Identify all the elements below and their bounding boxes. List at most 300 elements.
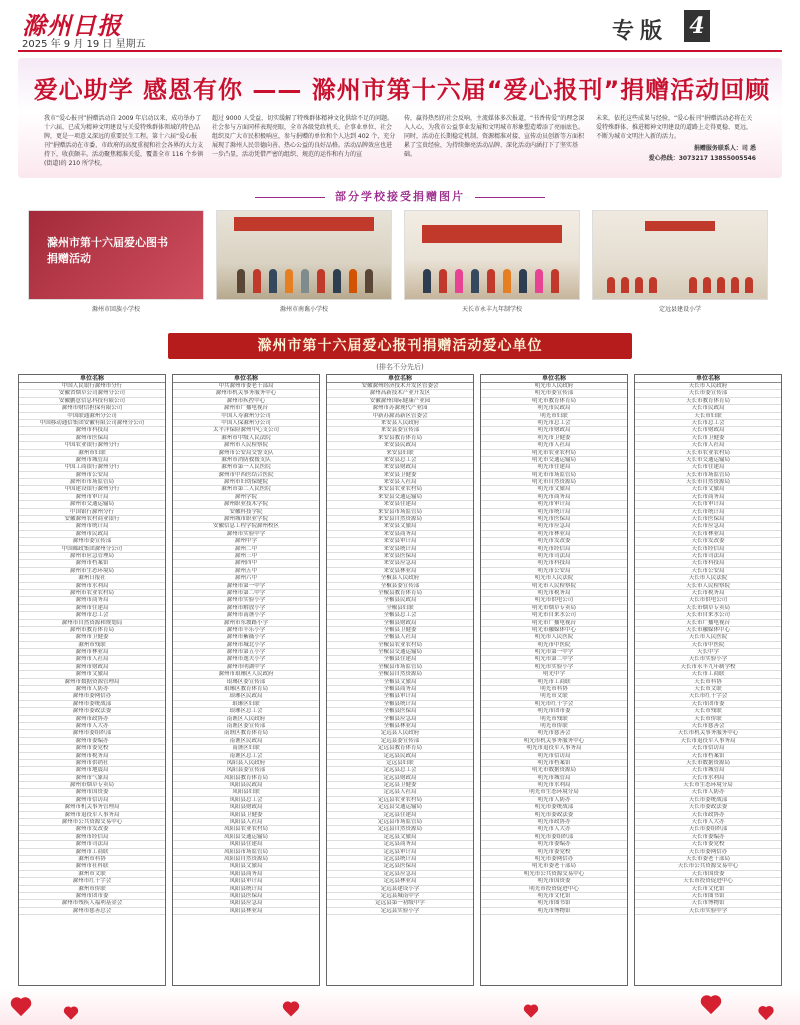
donor-entry: 天长市中医院 xyxy=(635,642,781,649)
heading-rule-left xyxy=(255,197,325,198)
donor-entry: 安徽滁州农村商业银行 xyxy=(19,516,165,523)
donor-entry: 中国银行滁州分行 xyxy=(19,509,165,516)
donor-entry: 明光市委宣传部 xyxy=(481,390,627,397)
donor-entry: 明光市文旅局 xyxy=(481,486,627,493)
donor-entry: 滁州市第一中学 xyxy=(173,583,319,590)
donor-entry: 明光市档案馆 xyxy=(481,760,627,767)
donor-entry: 滁州市人社局 xyxy=(19,656,165,663)
donor-entry: 定远县农业农村局 xyxy=(327,797,473,804)
donor-entry: 中国工商银行滁州分行 xyxy=(19,464,165,471)
donor-entry: 滁州市紫薇小学 xyxy=(173,634,319,641)
person-figure xyxy=(703,277,711,293)
donor-entry: 明光市审计局 xyxy=(481,501,627,508)
donor-entry: 天长市实验中学 xyxy=(635,908,781,915)
person-figure xyxy=(689,277,697,293)
donor-entry: 天长市审计局 xyxy=(635,501,781,508)
donor-column-header: 单位名称 xyxy=(173,375,319,383)
person-figure xyxy=(551,269,559,293)
donor-entry: 定远县第一初级中学 xyxy=(327,900,473,907)
heading-rule-right xyxy=(475,197,545,198)
donor-entry: 天长市广播电视台 xyxy=(635,620,781,627)
donor-entry: 明光市人民检察院 xyxy=(481,583,627,590)
person-figure xyxy=(269,269,277,293)
donor-entry: 滁州市公共资源交易中心 xyxy=(19,819,165,826)
donor-entry: 天长市司法局 xyxy=(635,553,781,560)
donor-entry: 来安县统计局 xyxy=(327,546,473,553)
donor-entry: 滁州市侨联 xyxy=(19,886,165,893)
slide-text xyxy=(47,235,168,267)
person-figure xyxy=(349,269,357,293)
donor-entry: 凤阳县应急局 xyxy=(173,900,319,907)
donor-entry: 中国人保滁州分公司 xyxy=(173,420,319,427)
donor-entry: 太平洋保险滁州中心支公司 xyxy=(173,427,319,434)
donor-entry: 明光市林业局 xyxy=(481,531,627,538)
donor-entry: 明光市城管局 xyxy=(481,775,627,782)
donor-entry: 天长市城管局 xyxy=(635,767,781,774)
donor-entry: 中国人民银行滁州市分行 xyxy=(19,383,165,390)
donor-entry: 明光市科协 xyxy=(481,686,627,693)
donor-entry: 天长市委编办 xyxy=(635,834,781,841)
donor-entry: 全椒县民政局 xyxy=(327,597,473,604)
donor-entry: 滁州三中 xyxy=(173,553,319,560)
person-figure xyxy=(455,269,463,293)
donor-entry: 滁州市委统战部 xyxy=(19,701,165,708)
donor-entry: 天长中学 xyxy=(635,649,781,656)
donor-entry: 天长市自然资源局 xyxy=(635,479,781,486)
donor-entry: 滁州市委网信办 xyxy=(19,693,165,700)
donor-entry: 天长市发改委 xyxy=(635,538,781,545)
feature-column-2: 超过 9000 人受益，切实缓解了特殊群体精神文化供给不足的问题。社会参与方面同样表现亮眼，全市各级党政机关、企事业单位、社会组织及广大市民积极响应，参与捐赠的单位和个人达到 402 个，充分展现了滁州人民崇德向善、热心公益的良好品格。活动品牌效应也进一步凸显，活动凭借严密的组织、规范的运作和有力的宣 xyxy=(212,115,396,158)
donor-entry: 滁州市教育体育局 xyxy=(19,627,165,634)
donor-entry: 定远县交通运输局 xyxy=(327,804,473,811)
donor-entry: 天长市投资促进中心 xyxy=(635,878,781,885)
donor-entry: 定远县实验小学 xyxy=(327,908,473,915)
person-figure xyxy=(635,277,643,293)
person-figure xyxy=(471,269,479,293)
donor-entry: 明光市图书馆 xyxy=(481,900,627,907)
donor-entry: 天长市档案馆 xyxy=(635,753,781,760)
donor-entry: 滁州职业技术学院 xyxy=(173,501,319,508)
donor-entry: 滁州市公安局 xyxy=(19,472,165,479)
donor-entry: 天长市人防办 xyxy=(635,789,781,796)
donor-entry: 来安县市场监管局 xyxy=(327,509,473,516)
donor-entry: 安徽滁州经济技术开发区管委会 xyxy=(327,383,473,390)
photo-caption: 天长市永丰九年制学校 xyxy=(461,306,522,313)
donor-entry: 明光市委党校 xyxy=(481,849,627,856)
donor-entry: 来安县审计局 xyxy=(327,538,473,545)
donor-entry: 天长市数据资源局 xyxy=(635,760,781,767)
donor-entry: 滁州市烟草专卖局 xyxy=(19,782,165,789)
donor-entry: 明光市侨联 xyxy=(481,723,627,730)
donor-entry: 天长市公安局 xyxy=(635,568,781,575)
donor-entry: 定远县应急局 xyxy=(327,871,473,878)
donor-entry: 滁州市总工会 xyxy=(19,612,165,619)
donor-entry: 明光市人民政府 xyxy=(481,383,627,390)
donor-entry: 滁州市退役军人事务局 xyxy=(19,812,165,819)
feature-body xyxy=(44,114,756,174)
donor-entry: 天长市委统战部 xyxy=(635,797,781,804)
donor-entry: 天长市经信局 xyxy=(635,546,781,553)
page-number: 4 xyxy=(684,10,710,42)
donor-entry: 滁州市民政局 xyxy=(19,531,165,538)
donor-entry: 来安县教育体育局 xyxy=(327,435,473,442)
donor-entry: 滁州市慈善总会 xyxy=(19,908,165,915)
donor-entry: 天长市生态环境分局 xyxy=(635,782,781,789)
donor-entry: 天长市慈善会 xyxy=(635,723,781,730)
donor-entry: 天长市财政局 xyxy=(635,427,781,434)
donor-entry: 南谯区妇联 xyxy=(173,745,319,752)
donor-entry: 天长市供电公司 xyxy=(635,597,781,604)
heart-icon xyxy=(282,1002,300,1018)
donor-entry: 琅琊区妇联 xyxy=(173,701,319,708)
donor-entry: 来安县自然资源局 xyxy=(327,516,473,523)
donor-entry: 凤阳县市场监管局 xyxy=(173,849,319,856)
donor-entry: 滁州市第一人民医院 xyxy=(173,464,319,471)
donor-entry: 南谯区委宣传部 xyxy=(173,723,319,730)
event-banner xyxy=(422,225,561,243)
donor-entry: 全椒县统计局 xyxy=(327,701,473,708)
donor-entry: 滁州市税务局 xyxy=(19,753,165,760)
donor-entry: 来安县卫健委 xyxy=(327,472,473,479)
donor-entry: 天长市市场监管局 xyxy=(635,472,781,479)
donor-entry: 滁州市明湖中学 xyxy=(173,664,319,671)
donor-entry: 天长市文化馆 xyxy=(635,886,781,893)
donor-entry: 天长市国资委 xyxy=(635,871,781,878)
donor-entry: 全椒县文旅局 xyxy=(327,679,473,686)
donor-entry: 明光市广播电视台 xyxy=(481,620,627,627)
donor-entry: 滁州四中 xyxy=(173,560,319,567)
donor-entry: 明光市卫健委 xyxy=(481,435,627,442)
donor-entry: 滁州市发改委 xyxy=(19,826,165,833)
donor-entry: 明光市慈善会 xyxy=(481,730,627,737)
donor-entry: 滁州市公安局交警支队 xyxy=(173,450,319,457)
donor-entry: 凤阳县统计局 xyxy=(173,886,319,893)
donor-entry: 天长市医保局 xyxy=(635,516,781,523)
masthead-rule xyxy=(18,50,782,52)
donor-entry: 天长市住建局 xyxy=(635,464,781,471)
donor-entry: 滁州市广播电视台 xyxy=(173,405,319,412)
slide-line-2: 捐赠活动 xyxy=(47,252,91,265)
donor-entry: 明光市科技局 xyxy=(481,560,627,567)
donor-entry: 明光市投资促进中心 xyxy=(481,886,627,893)
donor-entry: 滁州市委宣传部 xyxy=(19,538,165,545)
photo-gallery-heading-text: 部分学校接受捐赠图片 xyxy=(335,190,465,203)
donor-entry: 定远县教育体育局 xyxy=(327,745,473,752)
donor-entry: 来安县财政局 xyxy=(327,464,473,471)
donor-entry: 天长市侨联 xyxy=(635,716,781,723)
donor-entry: 全椒县住建局 xyxy=(327,656,473,663)
donor-entry: 明光市中医院 xyxy=(481,642,627,649)
donor-entry: 全椒县应急局 xyxy=(327,716,473,723)
donor-entry: 明光市国资委 xyxy=(481,878,627,885)
donor-entry: 滁州中学 xyxy=(173,538,319,545)
donor-entry: 明光市烟草专卖局 xyxy=(481,605,627,612)
donor-entry: 明光市公安局 xyxy=(481,568,627,575)
person-figure xyxy=(519,269,527,293)
donor-entry: 滁州市南谯小学 xyxy=(173,612,319,619)
heart-icon xyxy=(700,996,722,1016)
donor-entry: 明光市财政局 xyxy=(481,427,627,434)
photo-stage-group xyxy=(216,210,392,300)
donor-entry: 明光市市场监管局 xyxy=(481,472,627,479)
donor-entry: 定远县医保局 xyxy=(327,863,473,870)
donor-entry: 滁州市自然资源和规划局 xyxy=(19,620,165,627)
donor-entry: 明光市自然资源局 xyxy=(481,479,627,486)
donor-entry: 滁州城市职业学院 xyxy=(173,516,319,523)
person-figure xyxy=(333,269,341,293)
donor-entry: 凤阳县商务局 xyxy=(173,871,319,878)
donor-entry: 滁州市残疾人福利基金会 xyxy=(19,900,165,907)
donor-entry: 明光市信访局 xyxy=(481,753,627,760)
donor-entry: 明光市司法局 xyxy=(481,553,627,560)
person-figure xyxy=(621,277,629,293)
donor-entry: 滁州市东坡路小学 xyxy=(173,620,319,627)
donor-entry: 天长市人民医院 xyxy=(635,634,781,641)
donor-entry: 滁州市科协 xyxy=(19,856,165,863)
donor-entry: 定远县财政局 xyxy=(327,775,473,782)
masthead xyxy=(0,0,800,50)
heart-icon xyxy=(63,1007,78,1021)
donor-entry: 南谯区总工会 xyxy=(173,753,319,760)
donor-entry: 滁州市工商联 xyxy=(19,849,165,856)
donor-entry: 天长市人大办 xyxy=(635,819,781,826)
donor-entry: 凤阳县教育体育局 xyxy=(173,775,319,782)
donor-entry: 来安县农业农村局 xyxy=(327,486,473,493)
person-figure xyxy=(649,277,657,293)
donor-entry: 定远县人社局 xyxy=(327,789,473,796)
donor-entry: 滁州市交通运输局 xyxy=(19,501,165,508)
donor-entry: 明光市第一中学 xyxy=(481,649,627,656)
contact-hotline: 爱心热线：3073217 13855005546 xyxy=(648,155,756,162)
donor-entry: 明光市税务局 xyxy=(481,590,627,597)
donor-entry: 全椒县审计局 xyxy=(327,693,473,700)
donor-entry: 明光市人社局 xyxy=(481,442,627,449)
donor-entry: 明光市自来水公司 xyxy=(481,612,627,619)
donor-entry: 滁州市机关事务服务中心 xyxy=(173,390,319,397)
person-figure xyxy=(439,269,447,293)
donor-entry: 滁州市人民检察院 xyxy=(173,442,319,449)
donor-entry: 天长市自来水公司 xyxy=(635,612,781,619)
donor-entry: 凤阳县审计局 xyxy=(173,878,319,885)
donor-entry: 南谯区民政局 xyxy=(173,738,319,745)
donor-entry: 明光市生态环境分局 xyxy=(481,789,627,796)
donor-entry: 滁州市妇联 xyxy=(19,450,165,457)
donor-entry: 滁州市第二中学 xyxy=(173,590,319,597)
donor-entry: 凤阳县农业农村局 xyxy=(173,826,319,833)
donor-entry: 凤阳县委宣传部 xyxy=(173,767,319,774)
donor-entry: 明光中学 xyxy=(481,671,627,678)
donor-entry: 定远县自然资源局 xyxy=(327,826,473,833)
donor-entry: 天长市残联 xyxy=(635,708,781,715)
donor-entry: 中国人寿滁州分公司 xyxy=(173,413,319,420)
donor-entry: 凤阳县文旅局 xyxy=(173,863,319,870)
heart-icon xyxy=(10,998,32,1018)
donor-entry: 定远县卫健委 xyxy=(327,782,473,789)
donor-entry: 滁州市琅琊区人民政府 xyxy=(173,671,319,678)
person-figure xyxy=(423,269,431,293)
person-figure xyxy=(717,277,725,293)
donor-entry: 滁州市国资委 xyxy=(19,789,165,796)
donor-entry: 天长市图书馆 xyxy=(635,893,781,900)
donor-entry: 滁州市财信担保有限公司 xyxy=(19,405,165,412)
donor-column-2 xyxy=(172,374,320,986)
donor-entry: 天长市团市委 xyxy=(635,701,781,708)
donor-entry: 滁州市科技局 xyxy=(19,427,165,434)
donor-entry: 天长市政协办 xyxy=(635,812,781,819)
donor-entry: 明光市文化馆 xyxy=(481,893,627,900)
donor-entry: 天长市总工会 xyxy=(635,420,781,427)
donor-list-title: 滁州市第十六届爱心报刊捐赠活动爱心单位 xyxy=(257,338,543,354)
donor-entry: 中新苏滁高新区管委会 xyxy=(327,413,473,420)
person-figure xyxy=(731,277,739,293)
donor-entry: 南谯区人民政府 xyxy=(173,716,319,723)
donor-entry: 天长市烟草专卖局 xyxy=(635,605,781,612)
donor-entry: 全椒县交通运输局 xyxy=(327,649,473,656)
donor-entry: 滁州市城管局 xyxy=(19,457,165,464)
donor-entry: 明光市人大办 xyxy=(481,826,627,833)
donor-entry: 天长市退役军人事务局 xyxy=(635,738,781,745)
donor-entry: 天长市文旅局 xyxy=(635,486,781,493)
donor-entry: 滁州市委编办 xyxy=(19,738,165,745)
feature-headline: 爱心助学 感恩有你 —— 滁州市第十六届“爱心报刊”捐赠活动回顾 xyxy=(33,76,771,104)
donor-entry: 天长市人民法院 xyxy=(635,575,781,582)
donor-entry: 滁州市机关事务管理局 xyxy=(19,804,165,811)
donor-entry: 全椒县自然资源局 xyxy=(327,671,473,678)
donor-entry: 滁州市中级人民法院 xyxy=(173,435,319,442)
donor-entry: 来安县文旅局 xyxy=(327,523,473,530)
donor-entry: 天长市人民检察院 xyxy=(635,583,781,590)
donor-entry: 滁州市统计局 xyxy=(19,523,165,530)
donor-entry: 凤阳县人民政府 xyxy=(173,760,319,767)
donor-entry: 滁州市解放小学 xyxy=(173,605,319,612)
hall-banner xyxy=(645,221,715,231)
photo-ceremony-slide xyxy=(28,210,204,300)
donor-entry: 滁州学院 xyxy=(173,494,319,501)
donor-entry: 定远县妇联 xyxy=(327,760,473,767)
donor-entry: 明光市农业农村局 xyxy=(481,450,627,457)
feature-column-4 xyxy=(596,114,756,174)
donor-entry: 天长市委组织部 xyxy=(635,826,781,833)
donor-entry: 全椒县市场监管局 xyxy=(327,664,473,671)
photo-hall-assembly xyxy=(592,210,768,300)
donor-entry: 凤阳县民政局 xyxy=(173,782,319,789)
donor-entry: 明光市民政局 xyxy=(481,405,627,412)
donor-entry: 天长市实验小学 xyxy=(635,656,781,663)
donor-entry: 滁州市城北小学 xyxy=(173,642,319,649)
donor-entry: 滁州市农业农村局 xyxy=(19,590,165,597)
donor-entry: 滁州市委组织部 xyxy=(19,730,165,737)
person-figure xyxy=(535,269,543,293)
donor-entry: 明光市教育体育局 xyxy=(481,398,627,405)
donor-entry: 琅琊区总工会 xyxy=(173,708,319,715)
donor-entry: 来安县医保局 xyxy=(327,553,473,560)
newspaper-logo: 滁州日报 xyxy=(22,11,122,40)
donor-entry: 中国建设银行滁州分行 xyxy=(19,486,165,493)
donor-entry: 明光市住建局 xyxy=(481,464,627,471)
donor-entry: 明光市博物馆 xyxy=(481,908,627,915)
donor-entry: 明光市文联 xyxy=(481,693,627,700)
donor-entry: 明光市发改委 xyxy=(481,538,627,545)
donor-entry: 明光市数据资源局 xyxy=(481,767,627,774)
donor-entry: 定远县总工会 xyxy=(327,767,473,774)
donor-entry: 滁州市数据资源管理局 xyxy=(19,679,165,686)
donor-entry: 来安县林业局 xyxy=(327,568,473,575)
donor-entry: 来安县交通运输局 xyxy=(327,494,473,501)
donor-entry: 中国农业银行滁州分行 xyxy=(19,442,165,449)
donor-entry: 明光市委编办 xyxy=(481,841,627,848)
donor-entry: 天长市永丰九年制学校 xyxy=(635,664,781,671)
donor-entry: 滁州市文联 xyxy=(19,871,165,878)
feature-banner xyxy=(18,58,782,178)
donor-entry: 明光市委组织部 xyxy=(481,834,627,841)
donor-entry: 滁州市委党校 xyxy=(19,745,165,752)
person-figure xyxy=(237,269,245,293)
donor-entry: 滁州市红十字会 xyxy=(19,878,165,885)
person-figure xyxy=(503,269,511,293)
donor-entry: 明光市人防办 xyxy=(481,797,627,804)
donor-entry: 滁州市社科联 xyxy=(19,863,165,870)
donor-entry: 全椒县卫健委 xyxy=(327,627,473,634)
donor-entry: 明光市委老干部局 xyxy=(481,863,627,870)
donor-entry: 凤阳县住建局 xyxy=(173,841,319,848)
donor-entry: 天长市人社局 xyxy=(635,442,781,449)
donor-entry: 明光市残联 xyxy=(481,716,627,723)
donor-entry: 滁州市审计局 xyxy=(19,494,165,501)
donor-entry: 天长市融媒体中心 xyxy=(635,627,781,634)
donor-entry: 天长市林业局 xyxy=(635,531,781,538)
donor-entry: 滁州市市场监管局 xyxy=(19,479,165,486)
donor-entry: 明光市实验小学 xyxy=(481,664,627,671)
donor-entry: 凤阳县林业局 xyxy=(173,908,319,915)
donor-entry: 滁州市经信局 xyxy=(19,834,165,841)
donor-entry: 滁州市人大办 xyxy=(19,723,165,730)
person-figure xyxy=(301,269,309,293)
feature-column-3: 传，赢得热烈的社会反响，主流媒体多次报道，“书香传爱”的理念深入人心，为我市公益事业发展和文明城市形象塑造增添了亮丽底色。同时，活动在长期稳定机制、资源精准对接、宣传动员创新等方面积累了宝贵经验，为持续擦亮活动品牌、深化活动内涵打下了坚实基础。 xyxy=(404,115,585,158)
donor-entry: 明光市妇联 xyxy=(481,413,627,420)
donor-entry: 定远县城南中学 xyxy=(327,893,473,900)
donor-entry: 定远县市场监管局 xyxy=(327,819,473,826)
donor-entry: 全椒县人社局 xyxy=(327,634,473,641)
donor-entry: 滁州市政协办 xyxy=(19,716,165,723)
donor-entry: 天长市税务局 xyxy=(635,590,781,597)
donor-column-5 xyxy=(634,374,782,986)
donor-entry: 滁州市住建局 xyxy=(19,605,165,612)
donor-entry: 滁州市残联 xyxy=(19,642,165,649)
donor-entry: 天长市应急局 xyxy=(635,523,781,530)
donor-entry: 定远县商务局 xyxy=(327,841,473,848)
donor-entry: 明光市委网信办 xyxy=(481,856,627,863)
donor-entry: 定远县统计局 xyxy=(327,856,473,863)
donor-entry: 滁州高新技术产业开发区 xyxy=(327,390,473,397)
donor-entry: 全椒县人民政府 xyxy=(327,575,473,582)
donor-entry: 来安县妇联 xyxy=(327,450,473,457)
donor-entry: 滁州市医保局 xyxy=(19,435,165,442)
photo-gallery-heading xyxy=(18,188,782,204)
donor-entry: 中国移动通信集团安徽有限公司滁州分公司 xyxy=(19,420,165,427)
donor-entry: 天长市科协 xyxy=(635,679,781,686)
donor-entry: 滁州市卫健委 xyxy=(19,634,165,641)
donor-entry: 天长市委宣传部 xyxy=(635,390,781,397)
donor-entry: 全椒县总工会 xyxy=(327,612,473,619)
decorative-footer xyxy=(0,988,800,1025)
donor-column-header: 单位名称 xyxy=(481,375,627,383)
donor-entry: 滁州市逸夫小学 xyxy=(173,656,319,663)
donor-entry: 天长市信访局 xyxy=(635,745,781,752)
donor-entry: 凤阳县总工会 xyxy=(173,797,319,804)
donor-entry: 天长市商务局 xyxy=(635,494,781,501)
donor-entry: 琅琊区教育体育局 xyxy=(173,686,319,693)
donor-entry: 滁州市委政法委 xyxy=(19,708,165,715)
